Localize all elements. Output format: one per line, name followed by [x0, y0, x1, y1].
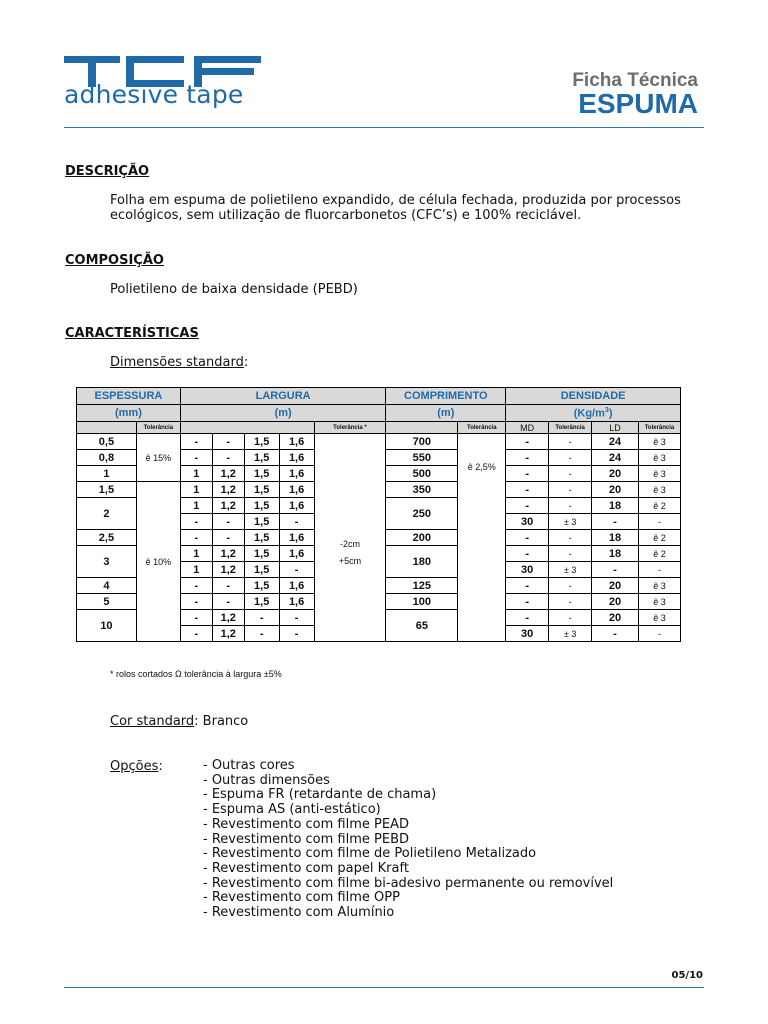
table-cell: 1	[180, 562, 212, 578]
table-cell: -	[549, 498, 592, 514]
table-cell: 1,6	[279, 594, 314, 610]
table-cell: -	[549, 466, 592, 482]
table-cell: 1,2	[212, 466, 244, 482]
espessura-value: 4	[77, 578, 137, 594]
table-cell: -	[506, 530, 549, 546]
descricao-line-2: ecológicos, sem utilização de fluorcarbonetos (CFC’s) e 100% reciclável.	[110, 208, 582, 223]
descricao-heading: DESCRIÇÃO	[65, 164, 150, 179]
table-cell: 1,2	[212, 562, 244, 578]
table-cell: ê 2	[638, 498, 680, 514]
table-cell: 1,6	[279, 450, 314, 466]
table-footnote: * rolos cortados Ω tolerância à largura ±5%	[110, 669, 282, 679]
espessura-value: 1	[77, 466, 137, 482]
table-cell: 1,5	[244, 546, 279, 562]
option-item: - Revestimento com filme PEAD	[203, 816, 409, 832]
table-cell: -	[638, 514, 680, 530]
table-cell: -	[180, 434, 212, 450]
composicao-text: Polietileno de baixa densidade (PEBD)	[110, 282, 358, 297]
table-cell: -	[180, 626, 212, 642]
espessura-value: 0,8	[77, 450, 137, 466]
table-cell: 18	[592, 498, 639, 514]
table-cell: 30	[506, 626, 549, 642]
composicao-heading: COMPOSIÇÃO	[65, 253, 164, 268]
table-cell: 1,5	[244, 514, 279, 530]
table-cell: -	[506, 610, 549, 626]
table-cell: -	[279, 626, 314, 642]
table-cell: 1,5	[244, 450, 279, 466]
table-cell: -	[279, 610, 314, 626]
table-cell: ê 2	[638, 530, 680, 546]
table-cell: 1,2	[212, 498, 244, 514]
dimensions-table	[76, 387, 681, 642]
table-cell: -	[244, 626, 279, 642]
tol-label: Tolerância	[136, 422, 180, 434]
table-cell: 1	[180, 482, 212, 498]
table-cell: 1,5	[244, 434, 279, 450]
option-item: - Revestimento com filme PEBD	[203, 831, 410, 847]
comprimento-tolerance: ê 2,5%	[458, 434, 506, 642]
table-cell: 1,5	[244, 562, 279, 578]
doc-type: Ficha Técnica	[572, 70, 698, 91]
comprimento-value: 500	[386, 466, 458, 482]
table-cell: 30	[506, 562, 549, 578]
table-cell: -	[212, 594, 244, 610]
table-cell: 1,5	[244, 578, 279, 594]
largura-tolerance: -2cm +5cm	[314, 434, 386, 642]
table-cell: 1,5	[244, 530, 279, 546]
table-cell: 1,6	[279, 546, 314, 562]
comprimento-value: 200	[386, 530, 458, 546]
espessura-value: 3	[77, 546, 137, 578]
table-cell: -	[212, 530, 244, 546]
table-cell: 20	[592, 482, 639, 498]
table-cell: 1	[180, 498, 212, 514]
table-cell: -	[506, 482, 549, 498]
table-cell: ± 3	[549, 626, 592, 642]
table-cell: 1,5	[244, 498, 279, 514]
table-cell: -	[549, 594, 592, 610]
footer-divider	[64, 987, 704, 988]
table-cell: -	[506, 434, 549, 450]
table-cell: -	[180, 578, 212, 594]
page-number: 05/10	[671, 970, 703, 981]
table-cell: 20	[592, 594, 639, 610]
tol-label: Tolerância	[458, 422, 506, 434]
option-item: - Outras cores	[203, 758, 295, 773]
col-espessura: ESPESSURA	[77, 388, 181, 405]
table-cell: -	[279, 562, 314, 578]
comprimento-value: 125	[386, 578, 458, 594]
espessura-value: 10	[77, 610, 137, 642]
espessura-tolerance: ê 15%	[136, 434, 180, 482]
table-cell: -	[549, 546, 592, 562]
header-divider	[64, 127, 704, 128]
espessura-tolerance: ê 10%	[136, 482, 180, 642]
espessura-value: 0,5	[77, 434, 137, 450]
table-cell: -	[638, 626, 680, 642]
comprimento-value: 550	[386, 450, 458, 466]
table-cell: ê 3	[638, 594, 680, 610]
table-cell: -	[549, 482, 592, 498]
comprimento-value: 180	[386, 546, 458, 578]
comprimento-value: 350	[386, 482, 458, 498]
table-cell: 1,5	[244, 594, 279, 610]
descricao-line-1: Folha em espuma de polietileno expandido, de célula fechada, produzida por processos	[110, 193, 681, 208]
table-cell: 18	[592, 546, 639, 562]
ld-label: LD	[592, 422, 639, 434]
table-cell: 1	[180, 466, 212, 482]
table-cell: 20	[592, 610, 639, 626]
table-cell: 24	[592, 450, 639, 466]
table-cell: -	[279, 514, 314, 530]
tol-label: Tolerância *	[314, 422, 386, 434]
option-item: - Espuma FR (retardante de chama)	[203, 787, 437, 803]
table-cell: 1,2	[212, 482, 244, 498]
comprimento-value: 65	[386, 610, 458, 642]
table-cell: -	[592, 562, 639, 578]
table-cell: 24	[592, 434, 639, 450]
col-espessura-unit: (mm)	[77, 405, 181, 422]
table-cell: -	[180, 514, 212, 530]
cor-standard: Cor standard: Branco	[110, 714, 249, 729]
table-cell: 1,2	[212, 546, 244, 562]
opcoes-label: Opções:	[110, 759, 163, 774]
table-cell: -	[549, 434, 592, 450]
table-cell: -	[549, 450, 592, 466]
table-cell: -	[549, 578, 592, 594]
espessura-value: 5	[77, 594, 137, 610]
comprimento-value: 700	[386, 434, 458, 450]
table-cell: 1,2	[212, 610, 244, 626]
logo-subtitle: adhesive tape	[64, 80, 244, 109]
table-cell: -	[549, 610, 592, 626]
table-cell: -	[638, 562, 680, 578]
option-item: - Revestimento com filme bi-adesivo permanente ou removível	[203, 875, 614, 891]
table-cell: -	[212, 514, 244, 530]
table-cell: -	[592, 626, 639, 642]
col-densidade: DENSIDADE	[506, 388, 681, 405]
option-item: - Revestimento com Alumínio	[203, 905, 395, 921]
table-cell: -	[180, 594, 212, 610]
tol-label: Tolerância	[549, 422, 592, 434]
table-cell: -	[549, 530, 592, 546]
col-densidade-unit: $(Kg/m^3)$	[506, 405, 681, 422]
tol-label: Tolerância	[638, 422, 680, 434]
col-largura: LARGURA	[180, 388, 386, 405]
table-cell: 1,6	[279, 498, 314, 514]
table-cell: -	[506, 450, 549, 466]
options-list	[203, 759, 613, 921]
table-cell: -	[180, 610, 212, 626]
table-cell: ê 3	[638, 578, 680, 594]
table-cell: ê 3	[638, 466, 680, 482]
table-cell: 1,6	[279, 530, 314, 546]
table-cell: -	[506, 498, 549, 514]
table-cell: 1,6	[279, 482, 314, 498]
table-cell: ê 3	[638, 434, 680, 450]
table-cell: -	[180, 530, 212, 546]
espessura-value: 1,5	[77, 482, 137, 498]
table-cell: ± 3	[549, 514, 592, 530]
table-cell: ê 3	[638, 450, 680, 466]
product-title: ESPUMA	[578, 88, 698, 119]
table-cell: 18	[592, 530, 639, 546]
table-cell: 1,5	[244, 466, 279, 482]
col-comprimento: COMPRIMENTO	[386, 388, 506, 405]
table-cell: 1	[180, 546, 212, 562]
table-cell: ê 2	[638, 546, 680, 562]
col-largura-unit: (m)	[180, 405, 386, 422]
espessura-value: 2,5	[77, 530, 137, 546]
table-cell: -	[592, 514, 639, 530]
espessura-value: 2	[77, 498, 137, 530]
table-cell: 1,5	[244, 482, 279, 498]
option-item: - Outras dimensões	[203, 772, 330, 788]
option-item: - Revestimento com filme OPP	[203, 890, 400, 906]
table-row	[77, 434, 681, 450]
table-cell: 1,6	[279, 434, 314, 450]
option-item: - Espuma AS (anti-estático)	[203, 802, 381, 818]
table-cell: ± 3	[549, 562, 592, 578]
dimensions-label: Dimensões standard:	[110, 355, 249, 370]
table-cell: -	[212, 450, 244, 466]
table-cell: -	[212, 434, 244, 450]
option-item: - Revestimento com papel Kraft	[203, 860, 409, 876]
table-cell: 20	[592, 466, 639, 482]
table-cell: -	[212, 578, 244, 594]
table-cell: ê 3	[638, 610, 680, 626]
col-comprimento-unit: (m)	[386, 405, 506, 422]
table-cell: 1,6	[279, 466, 314, 482]
table-cell: -	[506, 594, 549, 610]
table-cell: -	[244, 610, 279, 626]
md-label: MD	[506, 422, 549, 434]
table-cell: -	[180, 450, 212, 466]
table-cell: 20	[592, 578, 639, 594]
table-cell: -	[506, 578, 549, 594]
comprimento-value: 100	[386, 594, 458, 610]
table-cell: -	[506, 466, 549, 482]
table-cell: 30	[506, 514, 549, 530]
table-cell: 1,2	[212, 626, 244, 642]
table-cell: -	[506, 546, 549, 562]
option-item: - Revestimento com filme de Polietileno Metalizado	[203, 846, 537, 862]
table-cell: ê 3	[638, 482, 680, 498]
caracteristicas-heading: CARACTERÍSTICAS	[65, 326, 199, 341]
comprimento-value: 250	[386, 498, 458, 530]
table-cell: 1,6	[279, 578, 314, 594]
